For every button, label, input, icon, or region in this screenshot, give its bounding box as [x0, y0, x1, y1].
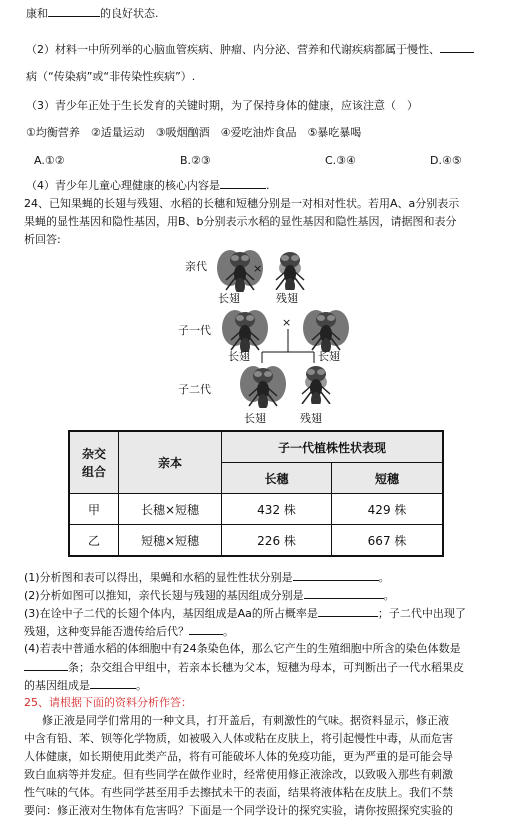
table-cell: 226 株 [222, 525, 332, 557]
question-24-3-cont: 残翅，这种变异能否遗传给后代？ 。 [24, 625, 234, 638]
question-24-4: (4)若表中普通水稻的体细胞中有24条染色体，那么它产生的生殖细胞中所含的染色体数是 [24, 642, 461, 655]
answer-blank[interactable] [189, 624, 223, 635]
paragraph-line: 要问：修正液对生物体有危害吗？下面是一个同学设计的探究实验，请你按照探究实验的 [24, 804, 453, 817]
table-cell: 429 株 [332, 494, 443, 525]
long-wing-fly-f2 [233, 362, 293, 408]
option-b[interactable]: B.②③ [180, 154, 211, 167]
cross-symbol: × [253, 262, 263, 275]
option-d[interactable]: D.④⑤ [430, 154, 462, 167]
label-long-wing: 长翅 [318, 350, 340, 363]
text-line: （3）青少年正处于生长发育的关键时期，为了保持身体的健康，应该注意（ ） [26, 99, 418, 112]
answer-blank[interactable] [220, 178, 266, 189]
text-line: 病（“传染病”或“非传染性疾病”）. [26, 70, 196, 83]
answer-blank[interactable] [318, 606, 378, 617]
label-vestigial-wing: 残翅 [276, 292, 298, 305]
answer-blank[interactable] [304, 588, 384, 599]
table-subheader-long: 长穗 [222, 463, 332, 494]
table-cell: 乙 [69, 525, 119, 557]
question-24-line: 析回答: [24, 233, 61, 246]
answer-blank[interactable] [440, 42, 474, 53]
table-header-f1: 子一代植株性状表现 [222, 431, 444, 463]
text-line: （4）青少年儿童心理健康的核心内容是 . [26, 179, 270, 192]
vestigial-wing-fly-parent [268, 250, 312, 290]
table-cell: 短穗×短穗 [119, 525, 222, 557]
question-24-1: (1)分析图和表可以得出，果蝇和水稻的显性性状分别是 。 [24, 571, 390, 584]
paragraph-line: 修正液是同学们常用的一种文具，打开盖后，有刺激性的气味。据资料显示，修正液 [42, 714, 449, 727]
table-header-parents: 亲本 [119, 431, 222, 494]
paragraph-line: 人体健康，如长期使用此类产品，将有可能破坏人体的免疫功能，更为严重的是可能会导 [24, 750, 453, 763]
f1-generation-label: 子一代 [178, 324, 211, 337]
table-cell: 长穗×短穗 [119, 494, 222, 525]
text-line: 康和 的良好状态. [26, 7, 159, 20]
question-24-2: (2)分析如图可以推知，亲代长翅与残翅的基因组成分别是 。 [24, 589, 395, 602]
question-24-4-cont: 条；杂交组合甲组中，若亲本长穗为父本，短穗为母本，可判断出子一代水稻果皮 [24, 660, 464, 675]
option-c[interactable]: C.③④ [325, 154, 356, 167]
answer-blank[interactable] [48, 6, 100, 17]
table-cell: 667 株 [332, 525, 443, 557]
cross-results-table [68, 430, 444, 557]
answer-blank[interactable] [90, 678, 136, 689]
table-row [69, 525, 443, 557]
table-row [69, 494, 443, 525]
vestigial-wing-fly-f2 [294, 364, 338, 404]
parent-generation-label: 亲代 [185, 260, 207, 273]
answer-blank[interactable] [293, 570, 379, 581]
label-long-wing: 长翅 [218, 292, 240, 305]
paragraph-line: 性气味的气体。有些同学甚至用手去擦拭未干的表面，结果将液体粘在皮肤上。我们不禁 [24, 786, 453, 799]
options-list: ①均衡营养 ②适量运动 ③吸烟酗酒 ④爱吃油炸食品 ⑤暴吃暴喝 [26, 126, 362, 139]
f2-generation-label: 子二代 [178, 383, 211, 396]
question-24-3: (3)在诠中子二代的长翅个体内，基因组成是Aa的所占概率是 ；子二代中出现了 [24, 607, 466, 620]
text-line: （2）材料一中所列举的心脑血管疾病、肿瘤、内分泌、营养和代谢疾病都属于慢性、 [26, 42, 474, 57]
question-24-4-cont: 的基因组成是 。 [24, 679, 147, 692]
paragraph-line: 致白血病等并发症。但有些同学在做作业时，经常使用修正液涂改，以致吸入那些有刺激 [24, 768, 453, 781]
label-long-wing: 长翅 [244, 412, 266, 425]
table-subheader-short: 短穗 [332, 463, 443, 494]
label-long-wing: 长翅 [228, 350, 250, 363]
question-25-title: 25、请根据下面的资料分析作答： [24, 696, 192, 709]
answer-blank[interactable] [24, 660, 68, 671]
table-header-combo: 杂交 组合 [69, 431, 119, 494]
question-24-line: 果蝇的显性基因和隐性基因，用B、b分别表示水稻的显性基因和隐性基因，请据图和表分 [24, 215, 457, 228]
table-cell: 432 株 [222, 494, 332, 525]
cross-connector-lines [240, 325, 340, 365]
cross-symbol: × [282, 316, 292, 329]
table-cell: 甲 [69, 494, 119, 525]
paragraph-line: 中含有铅、苯、钡等化学物质，如被吸入人体或粘在皮肤上，将引起慢性中毒，从而危害 [24, 732, 453, 745]
option-a[interactable]: A.①② [34, 154, 65, 167]
question-24-line: 24、已知果蝇的长翅与残翅、水稻的长穗和短穗分别是一对相对性状。若用A、a分别表示 [24, 197, 460, 210]
label-vestigial-wing: 残翅 [300, 412, 322, 425]
